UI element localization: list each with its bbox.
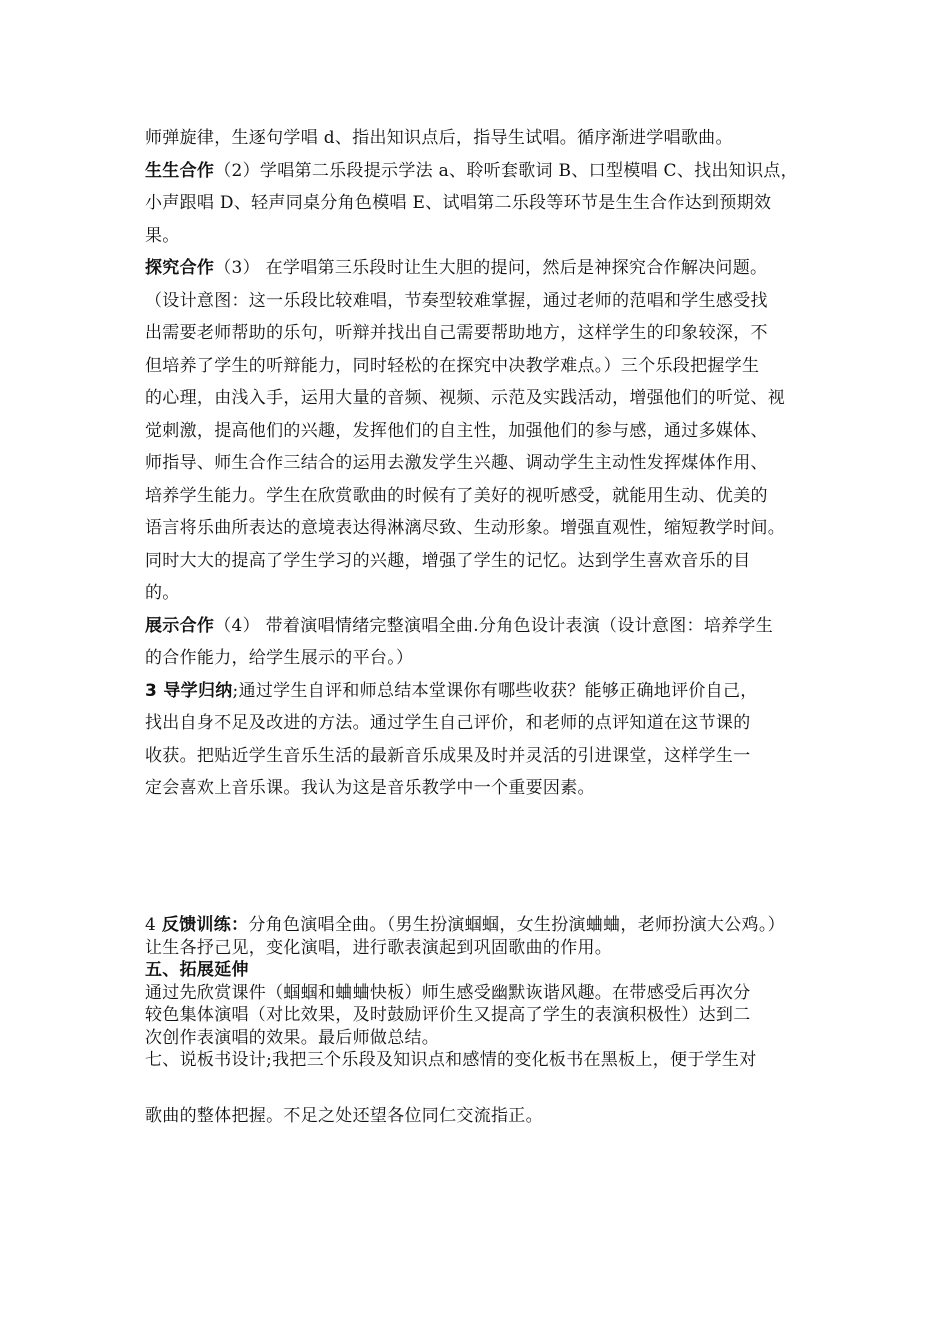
text-line: 探究合作（3） 在学唱第三乐段时让生大胆的提问，然后是神探究合作解决问题。 [145,258,768,278]
text-line: 但培养了学生的听辩能力，同时轻松的在探究中决教学难点。）三个乐段把握学生 [145,355,760,376]
text-line: 觉刺激，提高他们的兴趣，发挥他们的自主性，加强他们的参与感，通过多媒体、 [145,420,768,441]
text-line: 师弹旋律，生逐句学唱 d、指出知识点后，指导生试唱。循序渐进学唱歌曲。 [145,128,733,148]
text-line: 的合作能力，给学生展示的平台。） [145,648,414,668]
text-line: 歌曲的整体把握。不足之处还望各位同仁交流指正。 [145,1106,543,1126]
closing-paragraph [145,1100,817,1133]
text-line: 让生各抒己见，变化演唱，进行歌表演起到巩固歌曲的作用。 [145,937,613,958]
text-line: 语言将乐曲所表达的意境表达得淋漓尽致、生动形象。增强直观性，缩短教学时间。 [145,518,786,538]
bold-term-show-cooperation: 展示合作 [145,615,215,636]
text-line: 4 反馈训练：分角色演唱全曲。（男生扮演蝈蝈，女生扮演蛐蛐，老师扮演大公鸡。） [145,915,785,935]
section-heading: 五、拓展延伸 [145,960,249,980]
bold-term-feedback-training: 反馈训练： [161,915,249,935]
main-paragraphs [145,122,817,805]
bold-term-student-cooperation: 生生合作 [145,160,215,181]
text-line: 生生合作（2）学唱第二乐段提示学法 a、聆听套歌词 B、口型模唱 C、找出知识点， [145,160,798,181]
bold-term-inquiry-cooperation: 探究合作 [145,258,215,278]
text-line: 小声跟唱 D、轻声同桌分角色模唱 E、试唱第二乐段等环节是生生合作达到预期效 [145,193,772,213]
text-line: 同时大大的提高了学生学习的兴趣，增强了学生的记忆。达到学生喜欢音乐的目 [145,550,751,571]
text-line: 较色集体演唱（对比效果，及时鼓励评价生又提高了学生的表演积极性）达到二 [145,1005,751,1025]
text-line: 定会喜欢上音乐课。我认为这是音乐教学中一个重要因素。 [145,778,595,798]
text-line: 次创作表演唱的效果。最后师做总结。 [145,1027,440,1048]
text-line: 果。 [145,225,180,246]
text-line: 的心理，由浅入手，运用大量的音频、视频、示范及实践活动，增强他们的听觉、视 [145,388,786,408]
bold-term-guided-summary: 3 导学归纳 [145,680,233,701]
text-line: 通过先欣赏课件（蝈蝈和蛐蛐快板）师生感受幽默诙谐风趣。在带感受后再次分 [145,982,751,1003]
text-line: 展示合作（4） 带着演唱情绪完整演唱全曲.分角色设计表演（设计意图：培养学生 [145,615,774,636]
text-line: 3 导学归纳;通过学生自评和师总结本堂课你有哪些收获？能够正确地评价自己， [145,680,758,701]
text-line: 师指导、师生合作三结合的运用去激发学生兴趣、调动学生主动性发挥煤体作用、 [145,453,768,473]
text-line: 出需要老师帮助的乐句，听辩并找出自己需要帮助地方，这样学生的印象较深，不 [145,323,768,343]
text-line: 七、说板书设计;我把三个乐段及知识点和感情的变化板书在黑板上，便于学生对 [145,1050,757,1070]
text-line: （设计意图：这一乐段比较难唱，节奏型较难掌握，通过老师的范唱和学生感受找 [145,290,768,311]
text-line: 培养学生能力。学生在欣赏歌曲的时候有了美好的视听感受，就能用生动、优美的 [145,485,768,506]
text-line: 找出自身不足及改进的方法。通过学生自己评价，和老师的点评知道在这节课的 [145,713,751,733]
text-line: 的。 [145,583,180,603]
feedback-section [145,914,817,1072]
text-line: 收获。把贴近学生音乐生活的最新音乐成果及时并灵活的引进课堂，这样学生一 [145,745,751,766]
